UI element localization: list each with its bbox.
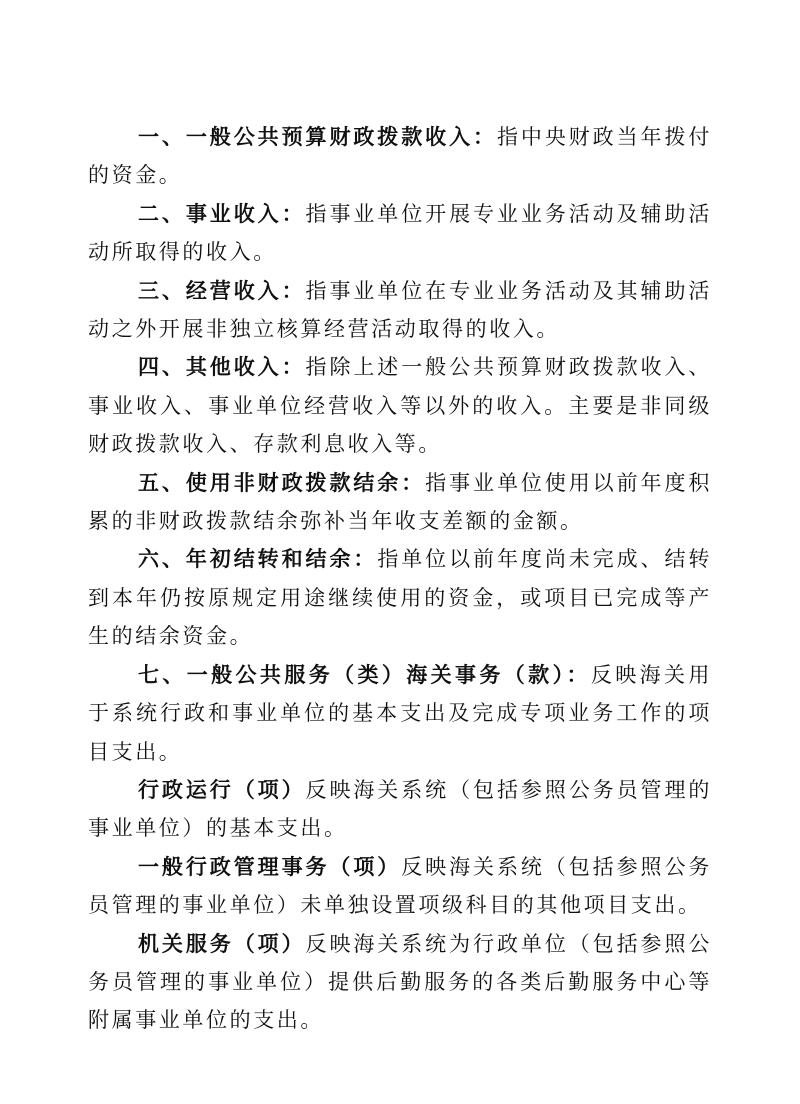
paragraph-carryover-balance	[88, 540, 712, 655]
term-description: 指事业单位使用以前年度积累的非财政拨款结余弥补当年收支差额的金额。	[88, 470, 713, 534]
paragraph-other-income	[88, 348, 712, 463]
term-description: 反映海关用于系统行政和事业单位的基本支出及完成专项业务工作的项目支出。	[88, 662, 713, 764]
paragraph-agency-services	[88, 925, 712, 1040]
document-body	[88, 118, 712, 1040]
term-heading: 三、经营收入：	[138, 278, 306, 303]
term-description: 反映海关系统（包括参照公务员管理的事业单位）未单独设置项级科目的其他项目支出。	[88, 854, 712, 918]
term-description: 指单位以前年度尚未完成、结转到本年仍按原规定用途继续使用的资金，或项目已完成等产生的结余资金。	[88, 547, 713, 649]
paragraph-business-income	[88, 195, 712, 272]
term-heading: 四、其他收入：	[138, 355, 306, 380]
term-description: 指事业单位开展专业业务活动及辅助活动所取得的收入。	[88, 201, 712, 265]
term-description: 指中央财政当年拨付的资金。	[88, 125, 712, 188]
paragraph-non-fiscal-balance	[88, 464, 712, 541]
term-heading: 一般行政管理事务（项）	[138, 854, 402, 879]
term-description: 指除上述一般公共预算财政拨款收入、事业收入、事业单位经营收入等以外的收入。主要是非同级财政拨款收入、存款利息收入等。	[88, 355, 712, 457]
paragraph-operating-income	[88, 272, 712, 349]
paragraph-customs-affairs	[88, 656, 712, 771]
term-heading: 二、事业收入：	[138, 201, 306, 226]
paragraph-general-budget-income	[88, 118, 712, 195]
paragraph-administrative-operation	[88, 771, 712, 848]
term-description: 反映海关系统为行政单位（包括参照公务员管理的事业单位）提供后勤服务的各类后勤服务中心等附属事业单位的支出。	[88, 931, 712, 1033]
term-heading: 一、一般公共预算财政拨款收入：	[138, 125, 497, 149]
term-heading: 行政运行（项）	[138, 777, 306, 802]
term-description: 指事业单位在专业业务活动及其辅助活动之外开展非独立核算经营活动取得的收入。	[88, 278, 712, 342]
term-heading: 六、年初结转和结余：	[138, 547, 378, 572]
term-heading: 七、一般公共服务（类）海关事务（款）：	[138, 662, 591, 687]
term-heading: 机关服务（项）	[138, 931, 306, 956]
term-description: 反映海关系统（包括参照公务员管理的事业单位）的基本支出。	[88, 777, 712, 841]
paragraph-general-admin-affairs	[88, 848, 712, 925]
term-heading: 五、使用非财政拨款结余：	[138, 470, 426, 495]
